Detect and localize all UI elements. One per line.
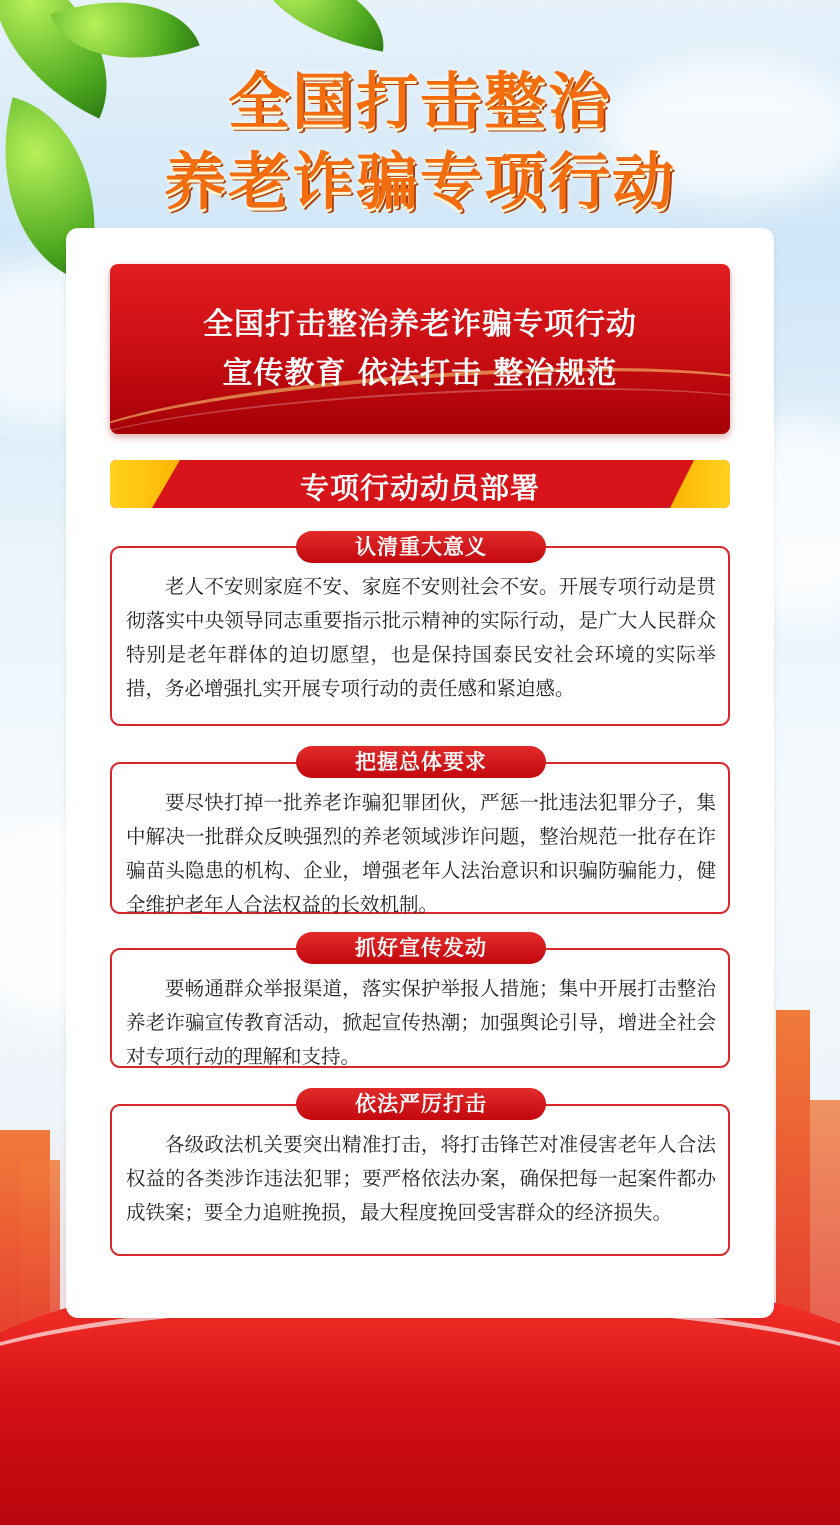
info-heading: 抓好宣传发动 bbox=[296, 932, 546, 964]
info-heading: 认清重大意义 bbox=[296, 531, 546, 563]
info-box-publicity bbox=[110, 948, 730, 1068]
info-box-requirements bbox=[110, 762, 730, 914]
banner-line2: 宣传教育 依法打击 整治规范 bbox=[222, 356, 618, 391]
leaf-icon bbox=[245, 0, 395, 52]
info-heading: 把握总体要求 bbox=[296, 746, 546, 778]
info-box-significance bbox=[110, 546, 730, 726]
section-header bbox=[110, 460, 730, 508]
info-text: 要畅通群众举报渠道，落实保护举报人措施；集中开展打击整治养老诈骗宣传教育活动，掀起宣传热潮；加强舆论引导，增进全社会对专项行动的理解和支持。 bbox=[126, 977, 716, 1068]
banner-line1: 全国打击整治养老诈骗专项行动 bbox=[203, 307, 637, 342]
info-text: 各级政法机关要突出精准打击，将打击锋芒对准侵害老年人合法权益的各类涉诈违法犯罪；要严格依法办案，确保把每一起案件都办成铁案；要全力追赃挽损，最大程度挽回受害群众的经济损失。 bbox=[126, 1133, 716, 1224]
wave-highlight bbox=[0, 1300, 840, 1506]
info-text: 老人不安则家庭不安、家庭不安则社会不安。开展专项行动是贯彻落实中央领导同志重要指示批示精神的实际行动，是广大人民群众特别是老年群体的迫切愿望，也是保持国泰民安社会环境的实际举措，务必增强扎实开展专项行动的责任感和紧迫感。 bbox=[126, 575, 716, 700]
poster-title-line1: 全国打击整治 bbox=[227, 65, 612, 138]
slogan-banner bbox=[110, 264, 730, 434]
info-box-crackdown bbox=[110, 1104, 730, 1256]
poster-title-line2: 养老诈骗专项行动 bbox=[163, 145, 676, 218]
section-title: 专项行动动员部署 bbox=[299, 471, 540, 505]
info-text: 要尽快打掉一批养老诈骗犯罪团伙，严惩一批违法犯罪分子，集中解决一批群众反映强烈的养老领域涉诈问题，整治规范一批存在诈骗苗头隐患的机构、企业，增强老年人法治意识和识骗防骗能力，健全维护老年人合法权益的长效机制。 bbox=[126, 791, 716, 916]
info-heading: 依法严厉打击 bbox=[296, 1088, 546, 1120]
